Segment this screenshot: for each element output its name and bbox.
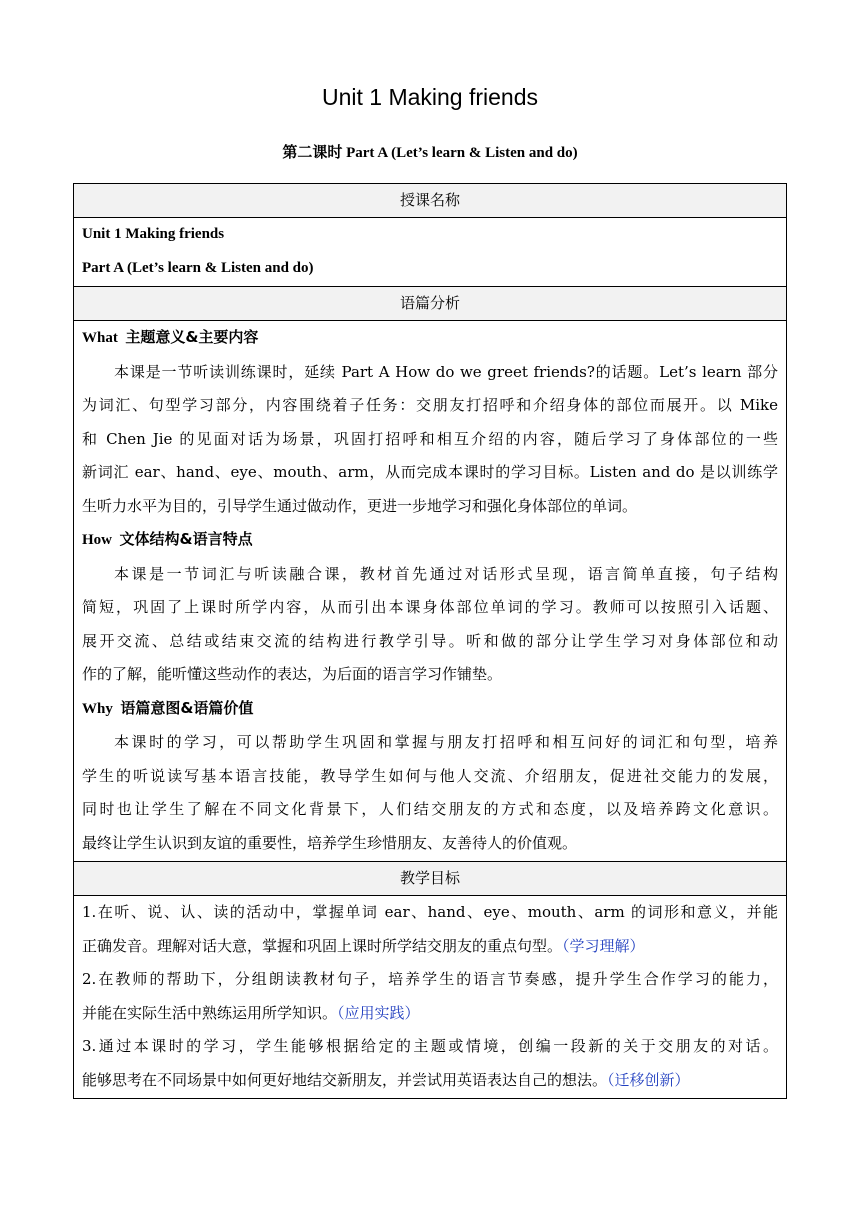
what-paragraph-line: 新词汇 ear、hand、eye、mouth、arm，从而完成本课时的学习目标。Listen and do 是以训练学 xyxy=(82,463,778,481)
page-title: Unit 1 Making friends xyxy=(321,84,539,110)
lesson-plan-table xyxy=(73,183,787,1099)
why-heading xyxy=(82,692,778,727)
goal-2-line xyxy=(82,997,778,1031)
course-name-cell xyxy=(74,218,787,287)
why-paragraph-line: 学生的听说读写基本语言技能，教导学生如何与他人交流、介绍朋友，促进社交能力的发展， xyxy=(82,766,778,785)
why-paragraph-line: 最终让学生认识到友谊的重要性，培养学生珍惜朋友、友善待人的价值观。 xyxy=(82,833,578,852)
goal-3-line xyxy=(82,1064,778,1098)
goals-heading: 教学目标 xyxy=(74,862,787,896)
goal-1-line: 1.在听、说、认、读的活动中，掌握单词 ear、hand、eye、mouth、arm 的词形和意义，并能 xyxy=(82,903,778,921)
how-paragraph-line: 简短，巩固了上课时所学内容，从而引出本课身体部位单词的学习。教师可以按照引入话题、 xyxy=(82,598,778,616)
goals-cell xyxy=(74,896,787,1099)
goal-3-line: 3.通过本课时的学习，学生能够根据给定的主题或情境，创编一段新的关于交朋友的对话。 xyxy=(82,1037,778,1055)
what-paragraph-line: 和 Chen Jie 的见面对话为场景，巩固打招呼和相互介绍的内容，随后学习了身体部位的一些 xyxy=(82,429,778,448)
why-paragraph-line: 同时也让学生了解在不同文化背景下，人们结交朋友的方式和态度，以及培养跨文化意识。 xyxy=(82,800,778,818)
what-paragraph-line: 生听力水平为目的，引导学生通过做动作，更进一步地学习和强化身体部位的单词。 xyxy=(82,496,638,515)
analysis-cell xyxy=(74,321,787,862)
goal-2-text: 并能在实际生活中熟练运用所学知识。 xyxy=(82,1003,338,1022)
goal-1-line xyxy=(82,930,778,964)
goal-2-line: 2.在教师的帮助下，分组朗读教材句子，培养学生的语言节奏感，提升学生合作学习的能力， xyxy=(82,970,778,988)
how-heading-zh: 文体结构&语言特点 xyxy=(119,530,253,548)
goal-3-tag: （迁移创新） xyxy=(607,1070,690,1089)
what-heading-en: What xyxy=(82,330,118,346)
course-unit-line: Unit 1 Making friends xyxy=(82,226,225,242)
what-paragraph-line: 为词汇、句型学习部分，内容围绕着子任务：交朋友打招呼和介绍身体的部位而展开。以 Mike xyxy=(82,396,778,414)
goal-3-text: 能够思考在不同场景中如何更好地结交新朋友，并尝试用英语表达自己的想法。 xyxy=(82,1070,608,1089)
what-paragraph-line: 本课是一节听读训练课时，延续 Part A How do we greet friends?的话题。Let’s learn 部分 xyxy=(114,362,778,381)
goal-1-tag: （学习理解） xyxy=(562,936,645,955)
goal-2-tag: （应用实践） xyxy=(337,1003,420,1022)
what-heading-zh: 主题意义&主要内容 xyxy=(125,328,259,346)
analysis-heading: 语篇分析 xyxy=(74,287,787,321)
why-heading-zh: 语篇意图&语篇价值 xyxy=(120,698,254,717)
why-paragraph-line: 本课时的学习，可以帮助学生巩固和掌握与朋友打招呼和相互问好的词汇和句型，培养 xyxy=(114,733,778,751)
how-heading xyxy=(82,523,778,558)
page-subtitle: 第二课时 Part A (Let’s learn & Listen and do) xyxy=(282,145,578,161)
goal-1-text: 正确发音。理解对话大意，掌握和巩固上课时所学结交朋友的重点句型。 xyxy=(82,936,563,955)
how-paragraph-line: 本课是一节词汇与听读融合课，教材首先通过对话形式呈现，语言简单直接，句子结构 xyxy=(114,564,778,583)
what-heading xyxy=(82,321,778,356)
why-heading-en: Why xyxy=(82,700,113,717)
how-paragraph-line: 作的了解，能听懂这些动作的表达，为后面的语言学习作铺垫。 xyxy=(82,665,503,683)
how-heading-en: How xyxy=(82,532,112,548)
how-paragraph-line: 展开交流、总结或结束交流的结构进行教学引导。听和做的部分让学生学习对身体部位和动 xyxy=(82,631,778,650)
course-name-heading: 授课名称 xyxy=(74,184,787,218)
course-part-line: Part A (Let’s learn & Listen and do) xyxy=(82,259,314,276)
